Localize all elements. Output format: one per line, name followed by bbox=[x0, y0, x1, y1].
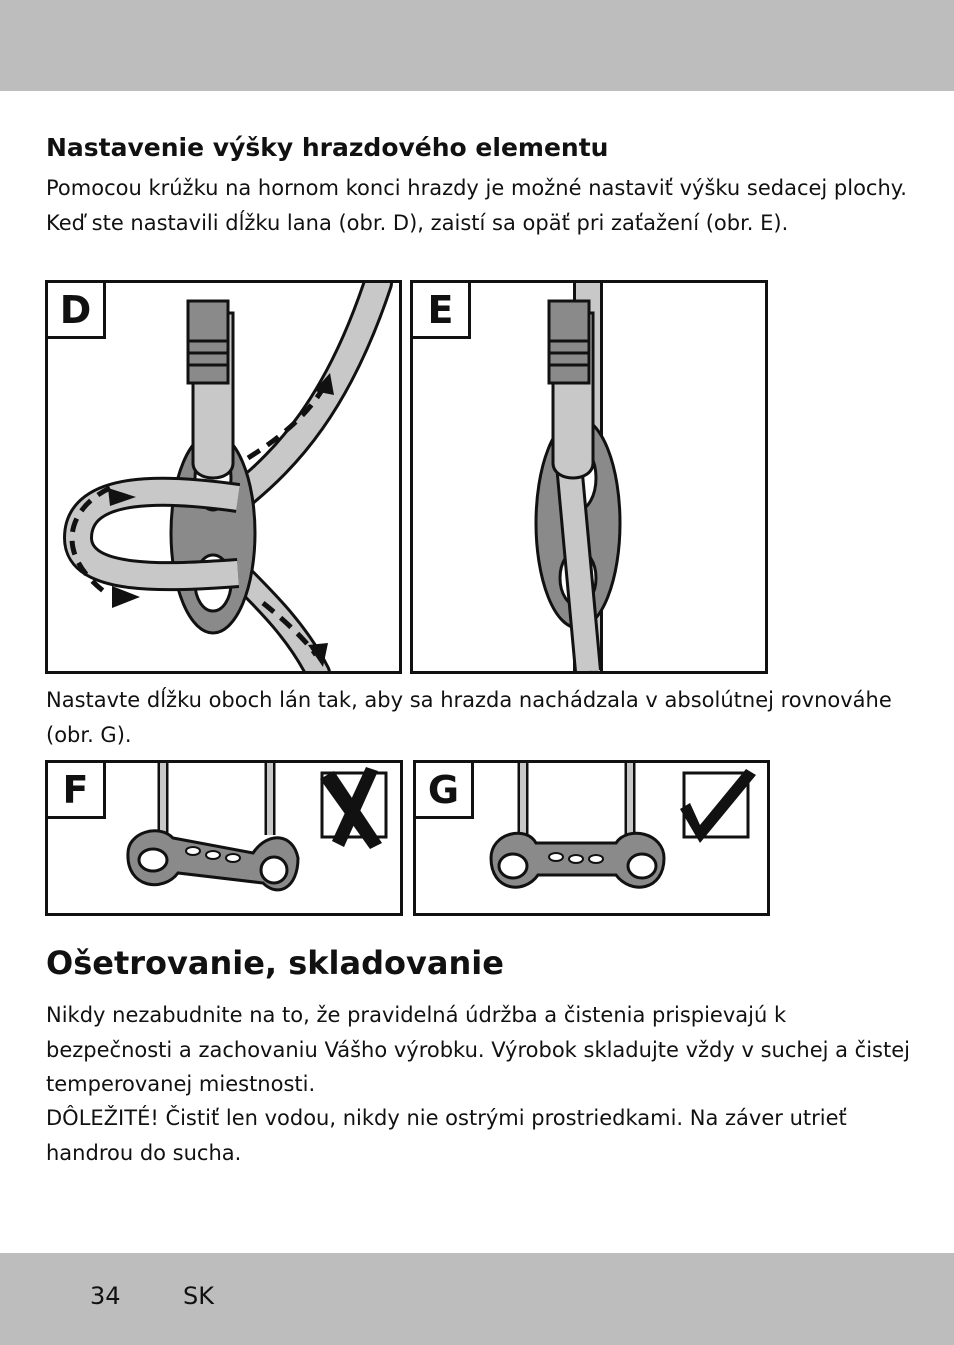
section-heading-care-storage: Ošetrovanie, skladovanie bbox=[46, 944, 504, 982]
paragraph-care-storage: Nikdy nezabudnite na to, že pravidelná údržba a čistenia prispievajú k bezpečnosti a zachovaniu Vášho výrobku. Výrobok skladujte vždy v suchej a čistej temperovanej miestnosti. bbox=[46, 1003, 910, 1096]
figure-label-f: F bbox=[48, 763, 106, 819]
paragraph-important-cleaning: DÔLEŽITÉ! Čistiť len vodou, nikdy nie ostrými prostriedkami. Na záver utrieť handrou do sucha. bbox=[46, 1106, 847, 1165]
figure-e bbox=[410, 280, 768, 674]
rope-adjust-illustration bbox=[48, 283, 399, 671]
figure-label-g: G bbox=[416, 763, 474, 819]
language-code: SK bbox=[183, 1282, 214, 1310]
paragraph-height-adjustment: Pomocou krúžku na hornom konci hrazdy je možné nastaviť výšku sedacej plochy. Keď ste nastavili dĺžku lana (obr. D), zaistí sa opäť pri zaťažení (obr. E). bbox=[46, 176, 907, 235]
cross-mark-icon bbox=[320, 767, 386, 849]
rope-locked-illustration bbox=[413, 283, 765, 671]
paragraph-balance-note: Nastavte dĺžku oboch lán tak, aby sa hrazda nachádzala v absolútnej rovnováhe (obr. G). bbox=[46, 688, 892, 747]
page-number: 34 bbox=[90, 1282, 121, 1310]
figure-g bbox=[413, 760, 770, 916]
check-mark-icon bbox=[680, 769, 756, 843]
figure-f bbox=[45, 760, 403, 916]
figure-label-d: D bbox=[48, 283, 106, 339]
figure-d bbox=[45, 280, 402, 674]
header-bar bbox=[0, 0, 954, 91]
section-heading-height-adjustment: Nastavenie výšky hrazdového elementu bbox=[46, 133, 609, 162]
figure-label-e: E bbox=[413, 283, 471, 339]
footer-bar bbox=[0, 1253, 954, 1345]
